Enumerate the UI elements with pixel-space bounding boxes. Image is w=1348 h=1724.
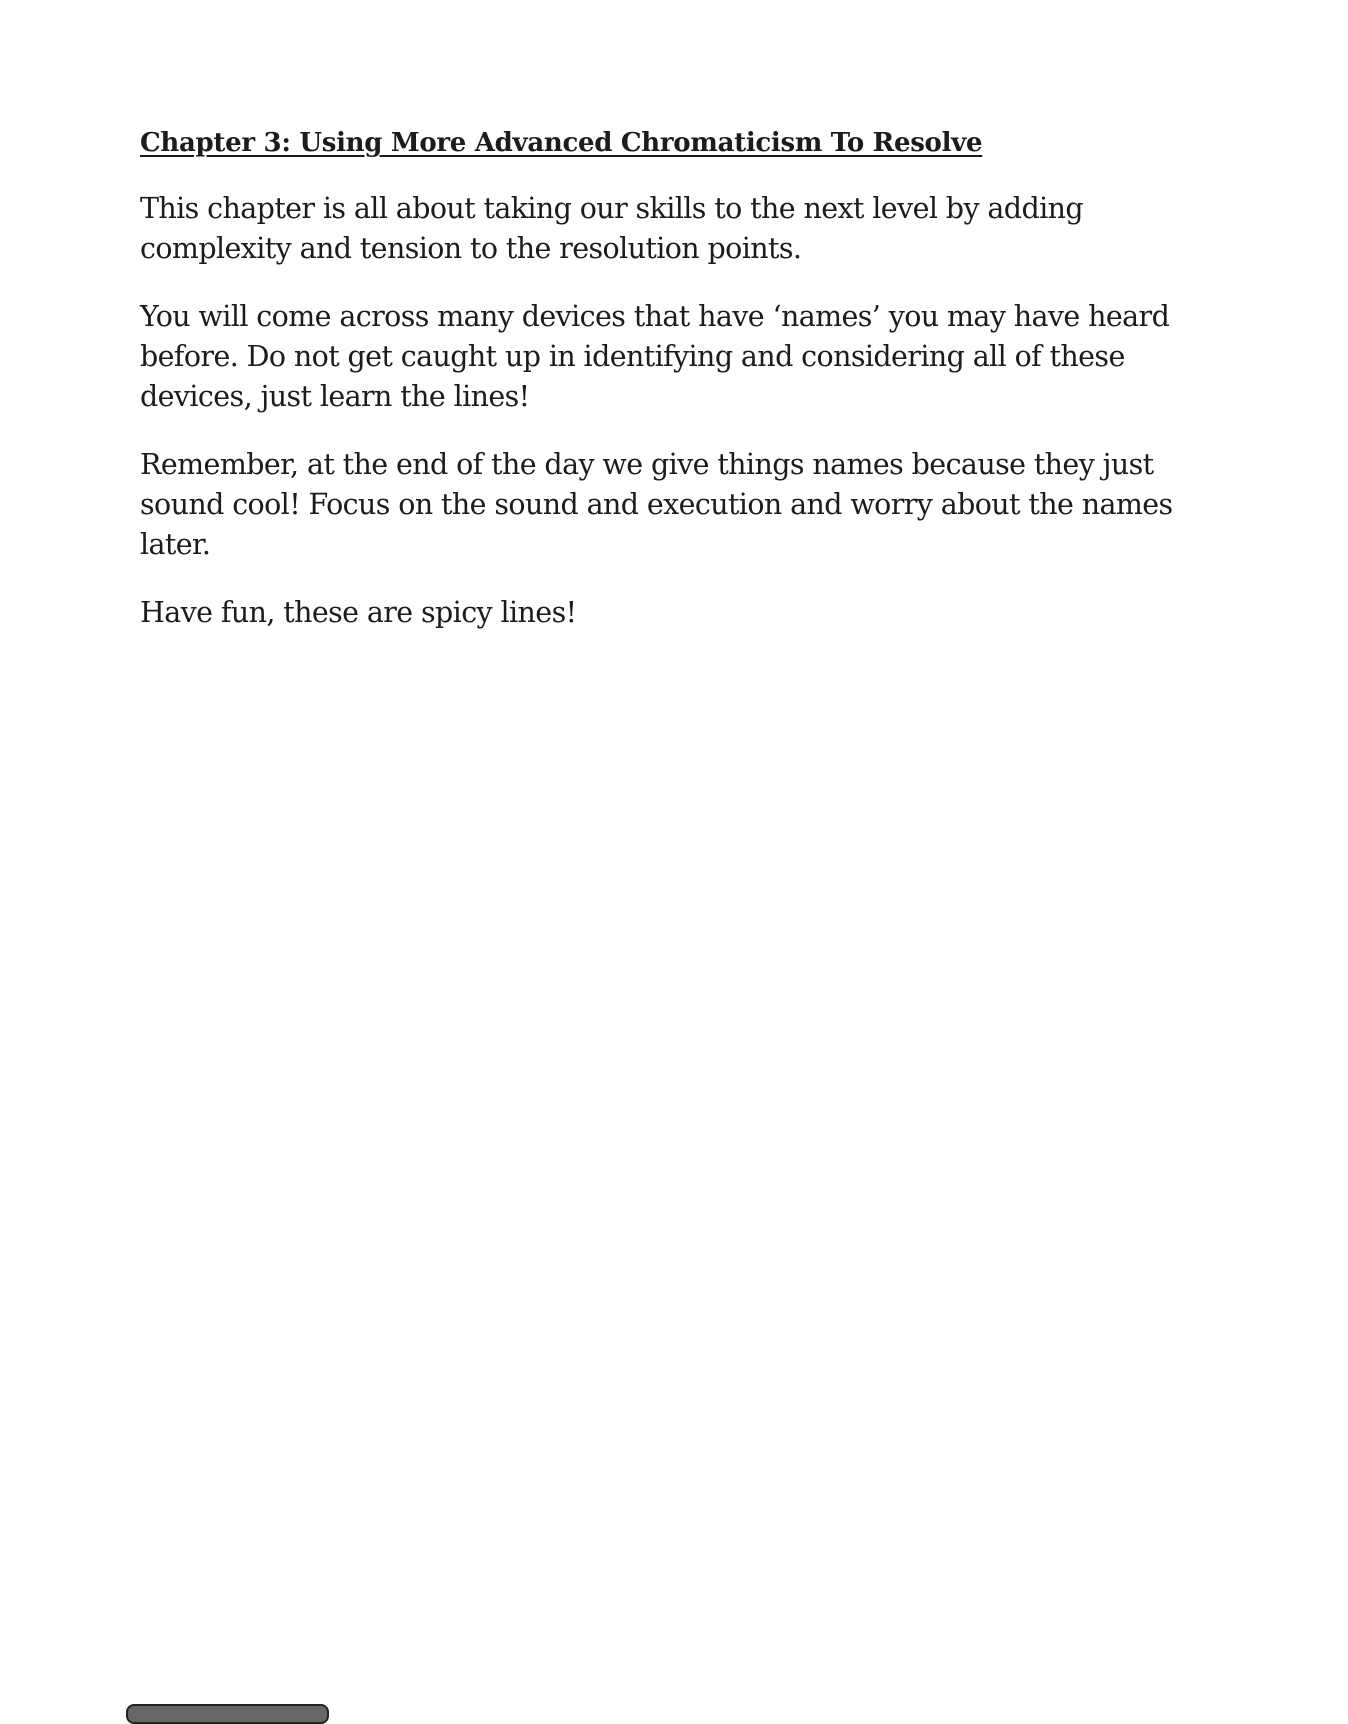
paragraph-devices: You will come across many devices that have ‘names’ you may have heard before. Do not get caught up in identifying and considering all of these devices, just learn the lines! [140,300,1170,414]
paragraph-have-fun: Have fun, these are spicy lines! [140,596,577,630]
document-page [140,128,1230,661]
chapter-title: Chapter 3: Using More Advanced Chromaticism To Resolve [140,128,983,158]
paragraph-remember: Remember, at the end of the day we give things names because they just sound cool! Focus on the sound and execution and worry about the names later. [140,448,1173,562]
bottom-panel-tab[interactable] [126,1704,329,1724]
paragraph-intro: This chapter is all about taking our skills to the next level by adding complexity and tension to the resolution points. [140,192,1084,266]
